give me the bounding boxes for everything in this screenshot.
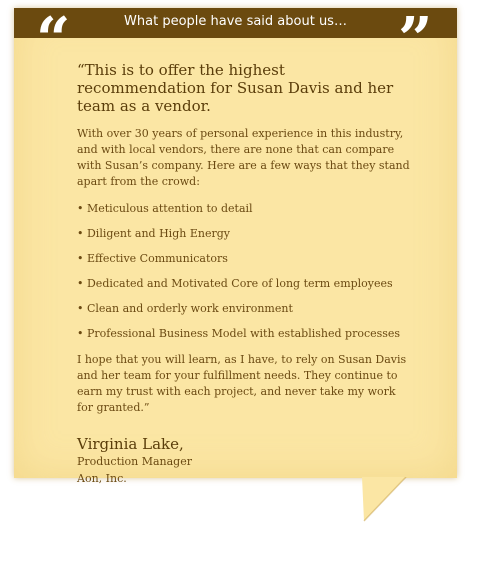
signature-name: Virginia Lake, xyxy=(77,435,184,453)
signature-company: Aon, Inc. xyxy=(77,472,127,485)
signature-title: Production Manager xyxy=(77,455,192,468)
testimonial-closing: I hope that you will learn, as I have, to rely on Susan Davis and her team for your fulfillment needs. They continue to earn my trust with each project, and never take my work for granted.” xyxy=(77,353,407,414)
list-item: • Clean and orderly work environment xyxy=(77,302,293,315)
testimonial-intro: With over 30 years of personal experience in this industry, and with local vendors, there are none that can compare with Susan’s company. Here are a few ways that they stand apart from the crowd: xyxy=(77,127,410,188)
strengths-list xyxy=(77,202,412,340)
list-item: • Diligent and High Energy xyxy=(77,227,230,240)
testimonial-card xyxy=(14,5,457,485)
speech-bubble-tail xyxy=(362,477,407,523)
list-item: • Dedicated and Motivated Core of long term employees xyxy=(77,277,393,290)
list-item: • Meticulous attention to detail xyxy=(77,202,253,215)
list-item: • Professional Business Model with established processes xyxy=(77,327,401,340)
close-quote-icon: ” xyxy=(398,5,433,75)
open-quote-icon: “ xyxy=(36,5,71,75)
header-title: What people have said about us… xyxy=(124,14,347,29)
testimonial-headline: “This is to offer the highest recommendation for Susan Davis and her team as a vendor. xyxy=(77,61,394,115)
testimonial-header xyxy=(14,8,457,38)
list-item: • Effective Communicators xyxy=(77,252,228,265)
testimonial-content xyxy=(77,61,412,487)
